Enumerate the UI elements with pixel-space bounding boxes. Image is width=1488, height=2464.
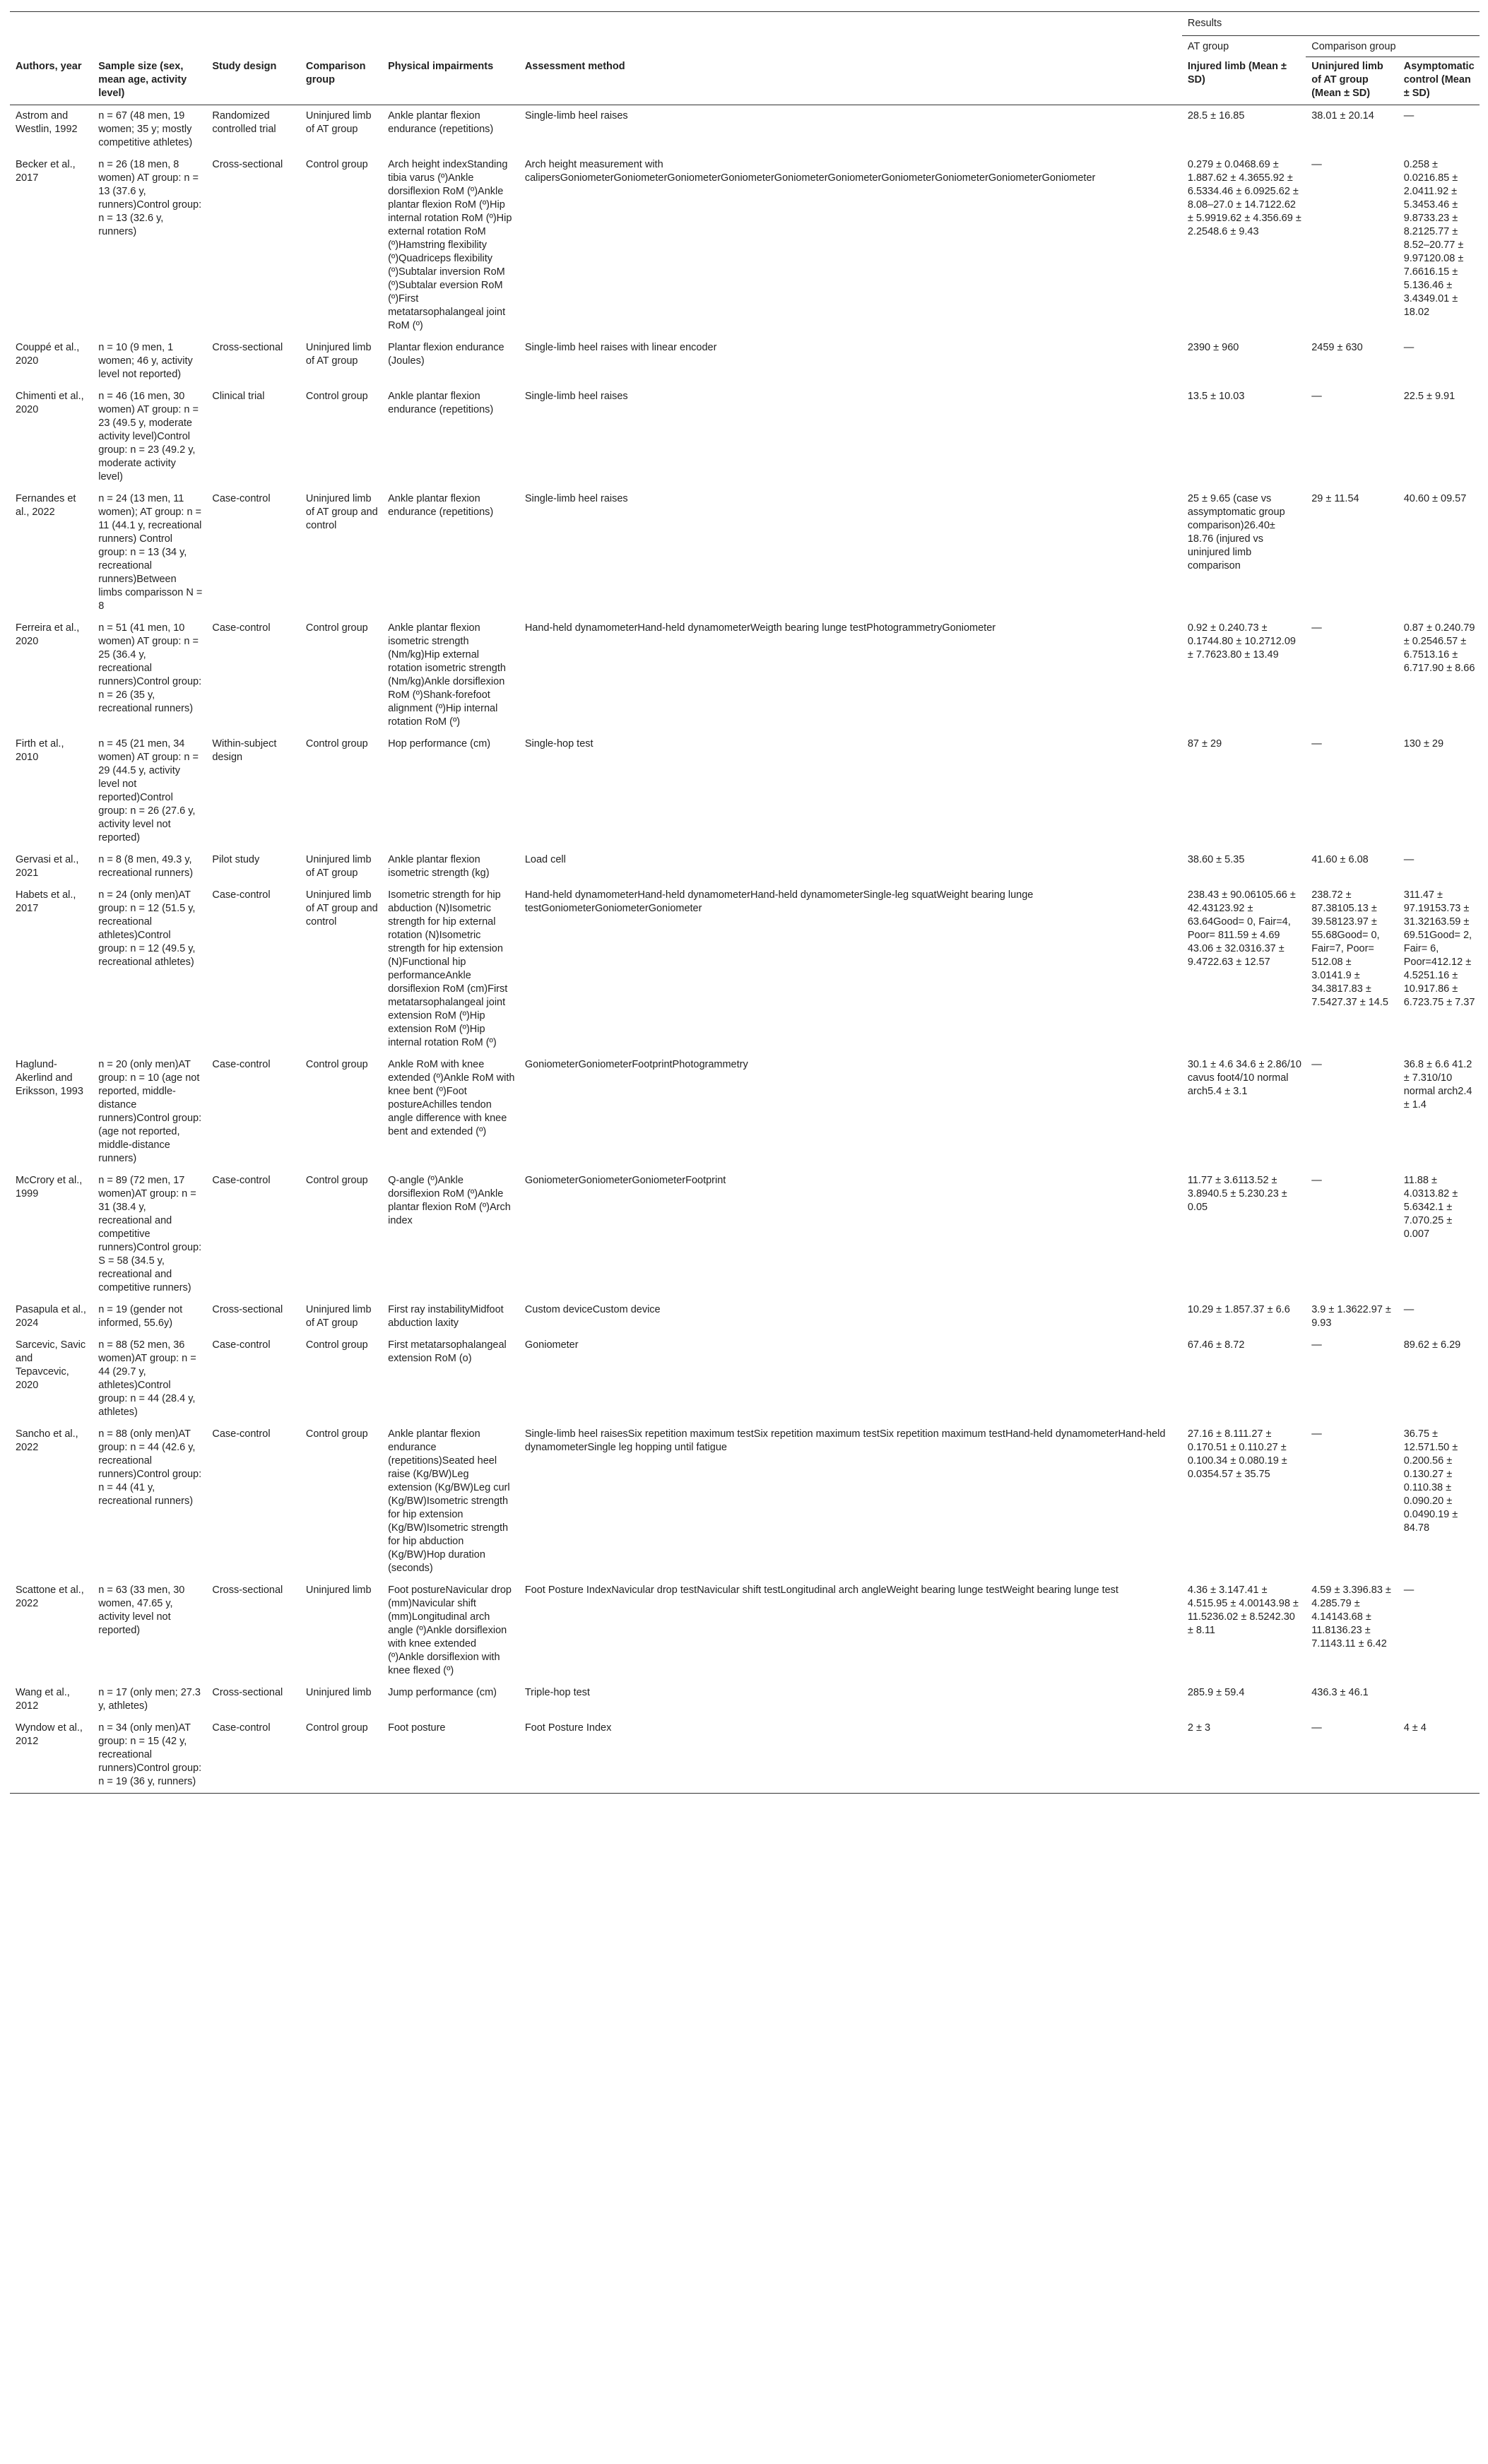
- cell-study-design: Pilot study: [212, 854, 260, 865]
- header-results: Results: [1182, 12, 1480, 36]
- cell-study-design: Case-control: [212, 1175, 271, 1186]
- table-row: [10, 337, 1480, 386]
- cell-asymptomatic-control: 0.258 ± 0.0216.85 ± 2.0411.92 ± 5.3453.46 ± 9.8733.23 ± 8.2125.77 ± 8.52–20.77 ± 9.97120.08 ± 7.6616.15 ± 5.136.46 ± 3.4349.01 ± 18.02: [1403, 159, 1464, 318]
- cell-physical-impairments: Ankle plantar flexion isometric strength (kg): [388, 854, 490, 879]
- cell-sample-size: n = 19 (gender not informed, 55.6y): [98, 1304, 183, 1329]
- cell-assessment-method: Hand-held dynamometerHand-held dynamometerHand-held dynamometerSingle-leg squatWeight bearing lunge testGoniometerGoniometerGoniometer: [524, 889, 1034, 914]
- cell-physical-impairments: Ankle plantar flexion endurance (repetitions): [388, 110, 494, 135]
- cell-authors: Fernandes et al., 2022: [16, 493, 76, 518]
- cell-injured-limb: 2390 ± 960: [1187, 342, 1239, 353]
- cell-comparison-group: Uninjured limb: [305, 1585, 372, 1596]
- cell-asymptomatic-control: 311.47 ± 97.19153.73 ± 31.32163.59 ± 69.51Good= 2, Fair= 6, Poor=412.12 ± 4.5251.16 ± 10.917.86 ± 6.723.75 ± 7.37: [1403, 889, 1475, 1008]
- cell-physical-impairments: Plantar flexion endurance (Joules): [388, 342, 504, 367]
- cell-uninjured-limb: —: [1311, 391, 1322, 402]
- table-row: [10, 733, 1480, 849]
- table-row: [10, 1299, 1480, 1334]
- cell-sample-size: n = 51 (41 men, 10 women) AT group: n = 25 (36.4 y, recreational runners)Control group: n = 26 (35 y, recreational runners): [98, 622, 202, 714]
- cell-physical-impairments: Ankle plantar flexion endurance (repetitions)Seated heel raise (Kg/BW)Leg extension (Kg/BW)Leg curl (Kg/BW)Isometric strength for hip extension (Kg/BW)Isometric strength for hip abduction (Kg/BW)Hop duration (seconds): [388, 1428, 510, 1574]
- cell-sample-size: n = 88 (52 men, 36 women)AT group: n = 44 (29.7 y, athletes)Control group: n = 44 (28.4 y, athletes): [98, 1339, 196, 1418]
- column-header: Injured limb (Mean ± SD): [1182, 57, 1306, 105]
- cell-uninjured-limb: —: [1311, 622, 1322, 634]
- cell-study-design: Case-control: [212, 1428, 271, 1440]
- column-header: Asymptomatic control (Mean ± SD): [1398, 57, 1480, 105]
- cell-asymptomatic-control: —: [1403, 1304, 1415, 1315]
- cell-injured-limb: 0.279 ± 0.0468.69 ± 1.887.62 ± 4.3655.92 ± 6.5334.46 ± 6.0925.62 ± 8.08–27.0 ± 14.7122.62 ± 5.9919.62 ± 4.356.69 ± 2.2548.6 ± 9.43: [1187, 159, 1301, 237]
- cell-asymptomatic-control: 0.87 ± 0.240.79 ± 0.2546.57 ± 6.7513.16 ± 6.717.90 ± 8.66: [1403, 622, 1475, 674]
- cell-sample-size: n = 45 (21 men, 34 women) AT group: n = 29 (44.5 y, activity level not reported)Control group: n = 26 (27.6 y, activity level not reported): [98, 738, 199, 843]
- cell-authors: Sancho et al., 2022: [16, 1428, 78, 1453]
- cell-comparison-group: Uninjured limb of AT group: [305, 342, 372, 367]
- cell-authors: McCrory et al., 1999: [16, 1175, 83, 1200]
- cell-physical-impairments: Q-angle (º)Ankle dorsiflexion RoM (º)Ankle plantar flexion RoM (º)Arch index: [388, 1175, 511, 1226]
- column-header: Comparison group: [300, 57, 382, 105]
- cell-physical-impairments: Jump performance (cm): [388, 1687, 497, 1698]
- cell-comparison-group: Uninjured limb: [305, 1687, 372, 1698]
- cell-authors: Ferreira et al., 2020: [16, 622, 80, 647]
- cell-authors: Becker et al., 2017: [16, 159, 76, 184]
- cell-injured-limb: 87 ± 29: [1187, 738, 1222, 750]
- cell-authors: Scattone et al., 2022: [16, 1585, 84, 1609]
- cell-comparison-group: Control group: [305, 391, 368, 402]
- cell-study-design: Cross-sectional: [212, 1687, 283, 1698]
- cell-physical-impairments: First ray instabilityMidfoot abduction laxity: [388, 1304, 504, 1329]
- cell-assessment-method: Arch height measurement with calipersGoniometerGoniometerGoniometerGoniometerGoniometerGoniometerGoniometerGoniometerGoniometerGoniometer: [524, 159, 1096, 184]
- cell-physical-impairments: Foot posture: [382, 1717, 519, 1794]
- cell-study-design: Cross-sectional: [212, 342, 283, 353]
- cell-study-design: Case-control: [212, 493, 271, 504]
- cell-uninjured-limb: —: [1311, 738, 1322, 750]
- cell-comparison-group: Control group: [305, 622, 368, 634]
- column-header: Study design: [206, 57, 300, 105]
- cell-authors: Astrom and Westlin, 1992: [16, 110, 78, 135]
- cell-study-design: Case-control: [212, 889, 271, 901]
- cell-injured-limb: 11.77 ± 3.6113.52 ± 3.8940.5 ± 5.230.23 ± 0.05: [1187, 1175, 1287, 1213]
- cell-assessment-method: Single-hop test: [524, 738, 594, 750]
- table-row: [10, 488, 1480, 617]
- cell-study-design: Case-control: [212, 622, 271, 634]
- header-at-group: AT group: [1187, 41, 1229, 52]
- cell-uninjured-limb: 3.9 ± 1.3622.97 ± 9.93: [1311, 1304, 1391, 1329]
- cell-sample-size: n = 26 (18 men, 8 women) AT group: n = 13 (37.6 y, runners)Control group: n = 13 (32.6 y, runners): [98, 159, 202, 237]
- results-table: [10, 11, 1480, 1794]
- table-row: [10, 1334, 1480, 1423]
- cell-study-design: Within-subject design: [212, 738, 277, 763]
- cell-sample-size: n = 63 (33 men, 30 women, 47.65 y, activity level not reported): [98, 1585, 185, 1636]
- cell-comparison-group: Control group: [300, 1717, 382, 1794]
- cell-sample-size: n = 24 (13 men, 11 women); AT group: n = 11 (44.1 y, recreational runners) Control group: n = 13 (34 y, recreational runners)Between limbs comparisson N = 8: [98, 493, 203, 612]
- cell-authors: Wang et al., 2012: [16, 1687, 70, 1712]
- cell-injured-limb: 30.1 ± 4.6 34.6 ± 2.86/10 cavus foot4/10 normal arch5.4 ± 3.1: [1187, 1059, 1301, 1097]
- cell-comparison-group: Control group: [305, 1175, 368, 1186]
- cell-injured-limb: 2 ± 3: [1182, 1717, 1306, 1794]
- cell-physical-impairments: Hop performance (cm): [388, 738, 491, 750]
- cell-injured-limb: 285.9 ± 59.4: [1187, 1687, 1245, 1698]
- cell-uninjured-limb: —: [1311, 1059, 1322, 1070]
- cell-physical-impairments: Ankle plantar flexion isometric strength (Nm/kg)Hip external rotation isometric strength (Nm/kg)Ankle dorsiflexion RoM (º)Shank-forefoot alignment (º)Hip internal rotation RoM (º): [388, 622, 506, 728]
- cell-physical-impairments: Foot postureNavicular drop (mm)Navicular shift (mm)Longitudinal arch angle (º)Ankle dorsiflexion with knee extended (º)Ankle dorsiflexion with knee flexed (º): [388, 1585, 512, 1676]
- cell-sample-size: n = 46 (16 men, 30 women) AT group: n = 23 (49.5 y, moderate activity level)Control group: n = 23 (49.2 y, moderate activity level): [98, 391, 199, 482]
- cell-assessment-method: Hand-held dynamometerHand-held dynamometerWeigth bearing lunge testPhotogrammetryGoniometer: [524, 622, 996, 634]
- cell-uninjured-limb: 4.59 ± 3.396.83 ± 4.285.79 ± 4.14143.68 ± 11.8136.23 ± 7.1143.11 ± 6.42: [1311, 1585, 1391, 1649]
- cell-authors: Chimenti et al., 2020: [16, 391, 84, 415]
- cell-injured-limb: 13.5 ± 10.03: [1187, 391, 1245, 402]
- cell-uninjured-limb: 238.72 ± 87.38105.13 ± 39.58123.97 ± 55.68Good= 0, Fair=7, Poor= 512.08 ± 3.0141.9 ± 34.3817.83 ± 7.5427.37 ± 14.5: [1311, 889, 1388, 1008]
- cell-physical-impairments: Arch height indexStanding tibia varus (º)Ankle dorsiflexion RoM (º)Ankle plantar flexion RoM (º)Hip internal rotation RoM (º)Hip external rotation RoM (º)Hamstring flexibility (º)Quadriceps flexibility (º)Subtalar inversion RoM (º)Subtalar eversion RoM (º)First metatarsophalangeal joint RoM (º): [388, 159, 512, 331]
- cell-sample-size: n = 34 (only men)AT group: n = 15 (42 y, recreational runners)Control group: n = 19 (36 y, runners): [93, 1717, 206, 1794]
- cell-uninjured-limb: —: [1306, 1717, 1398, 1794]
- cell-asymptomatic-control: [1398, 1682, 1480, 1717]
- cell-uninjured-limb: 2459 ± 630: [1311, 342, 1363, 353]
- cell-authors: Wyndow et al., 2012: [10, 1717, 93, 1794]
- cell-sample-size: n = 10 (9 men, 1 women; 46 y, activity level not reported): [98, 342, 193, 380]
- cell-assessment-method: Single-limb heel raisesSix repetition maximum testSix repetition maximum testSix repetition maximum testHand-held dynamometerHand-held dynamometerSingle leg hopping until fatigue: [524, 1428, 1166, 1453]
- cell-uninjured-limb: —: [1311, 1175, 1322, 1186]
- cell-asymptomatic-control: —: [1403, 110, 1415, 122]
- column-header: Authors, year: [10, 57, 93, 105]
- cell-authors: Habets et al., 2017: [16, 889, 76, 914]
- cell-asymptomatic-control: 4 ± 4: [1398, 1717, 1480, 1794]
- cell-assessment-method: Single-limb heel raises with linear encoder: [524, 342, 717, 353]
- cell-injured-limb: 25 ± 9.65 (case vs assymptomatic group comparison)26.40± 18.76 (injured vs uninjured limb comparison: [1187, 493, 1285, 571]
- cell-comparison-group: Control group: [305, 1339, 368, 1351]
- cell-authors: Haglund-Akerlind and Eriksson, 1993: [16, 1059, 83, 1097]
- cell-assessment-method: Triple-hop test: [524, 1687, 590, 1698]
- table-row: [10, 617, 1480, 733]
- cell-assessment-method: Custom deviceCustom device: [524, 1304, 661, 1315]
- cell-injured-limb: 27.16 ± 8.111.27 ± 0.170.51 ± 0.110.27 ± 0.100.34 ± 0.080.19 ± 0.0354.57 ± 35.75: [1187, 1428, 1287, 1480]
- cell-physical-impairments: Ankle RoM with knee extended (º)Ankle RoM with knee bent (º)Foot postureAchilles tendon angle difference with knee bent and extended (º): [388, 1059, 515, 1137]
- cell-injured-limb: 38.60 ± 5.35: [1187, 854, 1245, 865]
- cell-authors: Pasapula et al., 2024: [16, 1304, 86, 1329]
- cell-study-design: Randomized controlled trial: [212, 110, 276, 135]
- cell-assessment-method: Load cell: [524, 854, 566, 865]
- cell-comparison-group: Control group: [305, 1428, 368, 1440]
- cell-uninjured-limb: 41.60 ± 6.08: [1311, 854, 1369, 865]
- table-row: [10, 1170, 1480, 1299]
- table-row: [10, 386, 1480, 488]
- cell-assessment-method: Goniometer: [524, 1339, 579, 1351]
- cell-authors: Firth et al., 2010: [16, 738, 64, 763]
- cell-asymptomatic-control: 130 ± 29: [1403, 738, 1444, 750]
- cell-physical-impairments: First metatarsophalangeal extension RoM (o): [388, 1339, 507, 1364]
- cell-assessment-method: GoniometerGoniometerGoniometerFootprint: [524, 1175, 726, 1186]
- cell-uninjured-limb: —: [1311, 1428, 1322, 1440]
- table-body: [10, 105, 1480, 1794]
- cell-physical-impairments: Ankle plantar flexion endurance (repetitions): [388, 391, 494, 415]
- cell-physical-impairments: Ankle plantar flexion endurance (repetitions): [388, 493, 494, 518]
- cell-sample-size: n = 88 (only men)AT group: n = 44 (42.6 y, recreational runners)Control group: n = 44 (41 y, recreational runners): [98, 1428, 202, 1507]
- column-header: Sample size (sex, mean age, activity level): [93, 57, 206, 105]
- cell-assessment-method: Single-limb heel raises: [524, 110, 628, 122]
- cell-sample-size: n = 20 (only men)AT group: n = 10 (age not reported, middle-distance runners)Control group: (age not reported, middle-distance runners): [98, 1059, 202, 1164]
- cell-study-design: Clinical trial: [212, 391, 265, 402]
- cell-comparison-group: Control group: [305, 1059, 368, 1070]
- table-row: [10, 1717, 1480, 1794]
- cell-comparison-group: Uninjured limb of AT group and control: [305, 889, 378, 928]
- cell-asymptomatic-control: —: [1403, 1585, 1415, 1596]
- cell-study-design: Case-control: [212, 1059, 271, 1070]
- table-row: [10, 1423, 1480, 1580]
- cell-sample-size: n = 8 (8 men, 49.3 y, recreational runners): [98, 854, 194, 879]
- cell-study-design: Cross-sectional: [212, 1585, 283, 1596]
- cell-study-design: Case-control: [206, 1717, 300, 1794]
- cell-injured-limb: 0.92 ± 0.240.73 ± 0.1744.80 ± 10.2712.09 ± 7.7623.80 ± 13.49: [1187, 622, 1296, 661]
- cell-comparison-group: Uninjured limb of AT group: [305, 1304, 372, 1329]
- header-spacer: [10, 36, 1182, 57]
- cell-comparison-group: Control group: [305, 159, 368, 170]
- cell-uninjured-limb: 38.01 ± 20.14: [1311, 110, 1374, 122]
- cell-assessment-method: Single-limb heel raises: [524, 391, 628, 402]
- cell-authors: Sarcevic, Savic and Tepavcevic, 2020: [16, 1339, 86, 1391]
- cell-asymptomatic-control: 36.8 ± 6.6 41.2 ± 7.310/10 normal arch2.4 ± 1.4: [1403, 1059, 1472, 1110]
- cell-uninjured-limb: —: [1311, 159, 1322, 170]
- cell-comparison-group: Uninjured limb of AT group: [305, 854, 372, 879]
- cell-authors: Gervasi et al., 2021: [16, 854, 79, 879]
- column-header: Uninjured limb of AT group (Mean ± SD): [1306, 57, 1398, 105]
- cell-injured-limb: 4.36 ± 3.147.41 ± 4.515.95 ± 4.00143.98 ± 11.5236.02 ± 8.5242.30 ± 8.11: [1187, 1585, 1299, 1636]
- cell-study-design: Cross-sectional: [212, 1304, 283, 1315]
- cell-assessment-method: Foot Posture Index: [519, 1717, 1182, 1794]
- cell-injured-limb: 67.46 ± 8.72: [1187, 1339, 1245, 1351]
- cell-sample-size: n = 17 (only men; 27.3 y, athletes): [98, 1687, 201, 1712]
- cell-assessment-method: Foot Posture IndexNavicular drop testNavicular shift testLongitudinal arch angleWeight bearing lunge testWeight bearing lunge test: [524, 1585, 1118, 1596]
- cell-asymptomatic-control: 89.62 ± 6.29: [1403, 1339, 1461, 1351]
- cell-uninjured-limb: 436.3 ± 46.1: [1311, 1687, 1369, 1698]
- cell-asymptomatic-control: 36.75 ± 12.571.50 ± 0.200.56 ± 0.130.27 ± 0.110.38 ± 0.090.20 ± 0.0490.19 ± 84.78: [1403, 1428, 1458, 1534]
- table-row: [10, 1580, 1480, 1682]
- cell-assessment-method: GoniometerGoniometerFootprintPhotogrammetry: [524, 1059, 748, 1070]
- cell-comparison-group: Control group: [305, 738, 368, 750]
- table-row: [10, 849, 1480, 884]
- cell-injured-limb: 10.29 ± 1.857.37 ± 6.6: [1187, 1304, 1290, 1315]
- cell-asymptomatic-control: 40.60 ± 09.57: [1403, 493, 1467, 504]
- cell-injured-limb: 238.43 ± 90.06105.66 ± 42.43123.92 ± 63.64Good= 0, Fair=4, Poor= 811.59 ± 4.69 43.06 ± 32.0316.37 ± 9.4722.63 ± 12.57: [1187, 889, 1296, 968]
- header-spacer: [10, 12, 1182, 36]
- cell-physical-impairments: Isometric strength for hip abduction (N)Isometric strength for hip external rotation (N)Isometric strength for hip extension (N)Functional hip performanceAnkle dorsiflexion RoM (cm)First metatarsophalangeal joint extension RoM (º)Hip extension RoM (º)Hip internal rotation RoM (º): [388, 889, 508, 1048]
- table-row: [10, 1054, 1480, 1170]
- cell-study-design: Cross-sectional: [212, 159, 283, 170]
- cell-authors: Couppé et al., 2020: [16, 342, 80, 367]
- table-row: [10, 154, 1480, 337]
- column-header: Physical impairments: [382, 57, 519, 105]
- header-comparison-group: Comparison group: [1306, 36, 1480, 57]
- cell-injured-limb: 28.5 ± 16.85: [1187, 110, 1245, 122]
- table-row: [10, 884, 1480, 1054]
- cell-sample-size: n = 24 (only men)AT group: n = 12 (51.5 y, recreational athletes)Control group: n = 12 (49.5 y, recreational athletes): [98, 889, 196, 968]
- table-row: [10, 1682, 1480, 1717]
- cell-comparison-group: Uninjured limb of AT group and control: [305, 493, 378, 531]
- cell-asymptomatic-control: —: [1403, 342, 1415, 353]
- cell-study-design: Case-control: [212, 1339, 271, 1351]
- cell-sample-size: n = 89 (72 men, 17 women)AT group: n = 31 (38.4 y, recreational and competitive runners)Control group: S = 58 (34.5 y, recreational and competitive runners): [98, 1175, 202, 1293]
- column-header: Assessment method: [519, 57, 1182, 105]
- cell-uninjured-limb: 29 ± 11.54: [1311, 493, 1359, 504]
- cell-uninjured-limb: —: [1311, 1339, 1322, 1351]
- table-header: [10, 12, 1480, 105]
- table-row: [10, 105, 1480, 155]
- cell-sample-size: n = 67 (48 men, 19 women; 35 y; mostly competitive athletes): [98, 110, 193, 148]
- cell-asymptomatic-control: 11.88 ± 4.0313.82 ± 5.6342.1 ± 7.070.25 ± 0.007: [1403, 1175, 1458, 1240]
- cell-assessment-method: Single-limb heel raises: [524, 493, 628, 504]
- cell-asymptomatic-control: —: [1403, 854, 1415, 865]
- cell-asymptomatic-control: 22.5 ± 9.91: [1403, 391, 1455, 402]
- cell-comparison-group: Uninjured limb of AT group: [305, 110, 372, 135]
